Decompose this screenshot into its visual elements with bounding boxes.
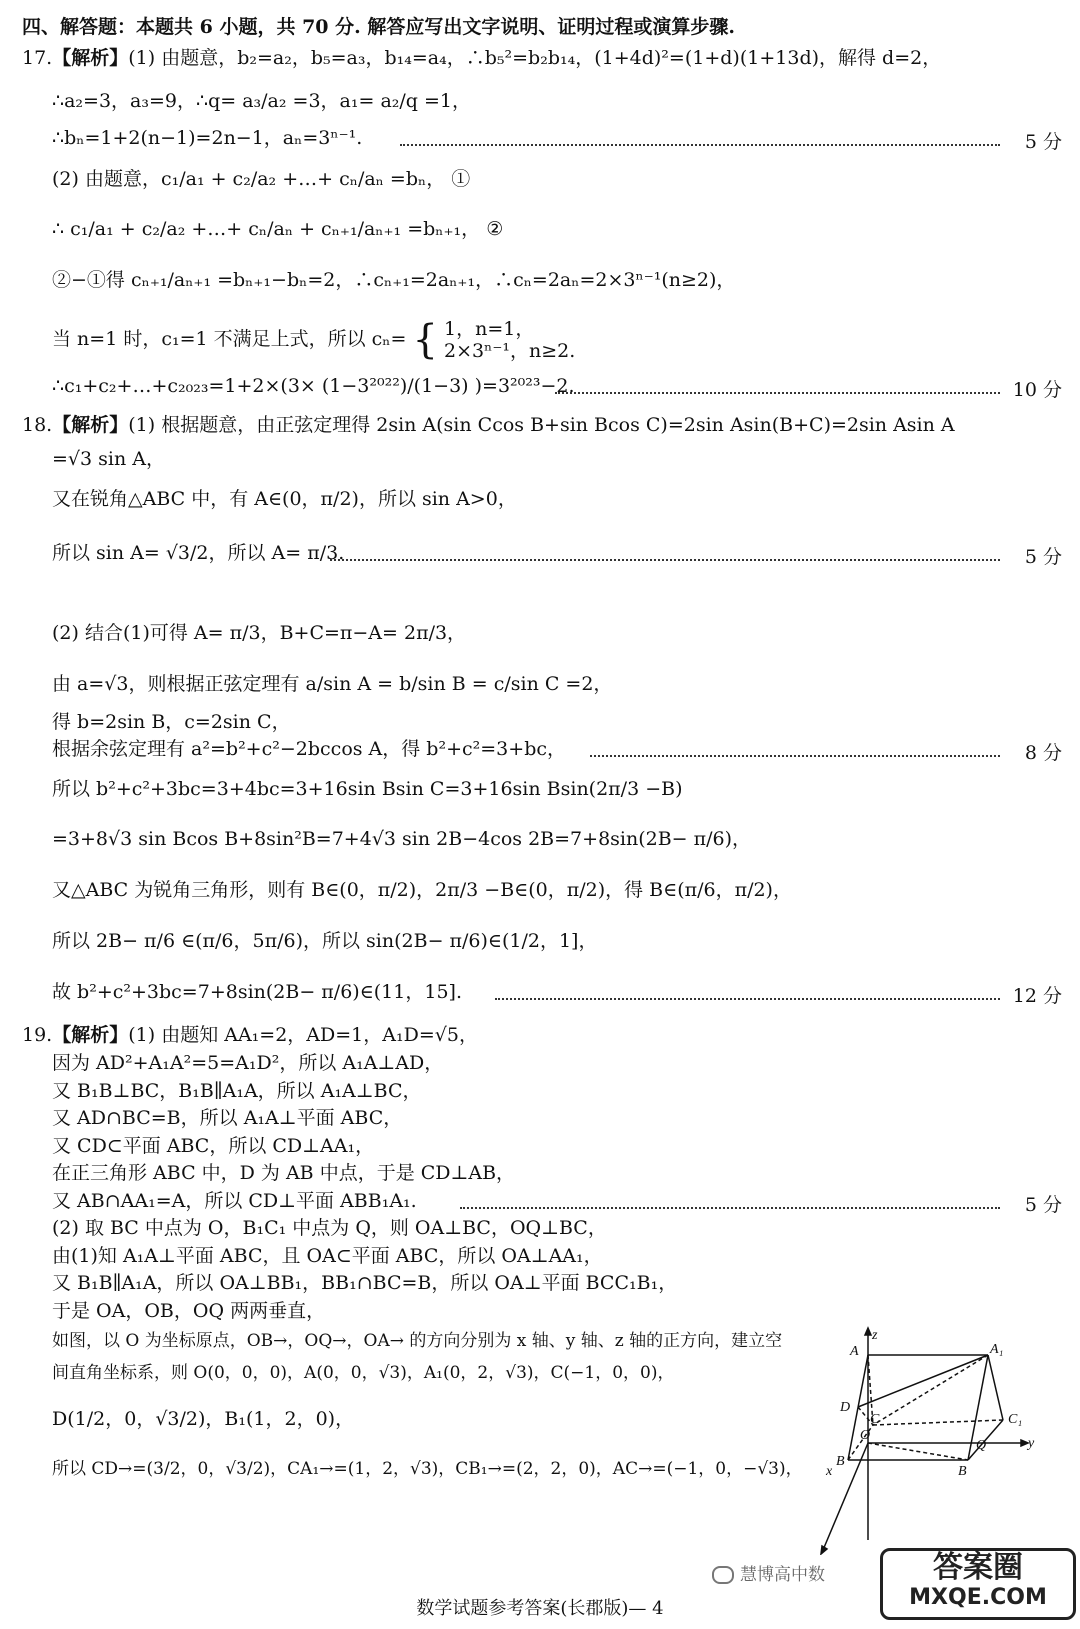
q18-line-2: =√3 sin A， bbox=[52, 448, 165, 470]
q19-line-2: 因为 AD²+A₁A²=5=A₁D²，所以 A₁A⊥AD， bbox=[52, 1052, 444, 1074]
q19-line-9: 由(1)知 A₁A⊥平面 ABC，且 OA⊂平面 ABC，所以 OA⊥AA₁， bbox=[52, 1245, 603, 1267]
q17-line-6: ②−①得 cₙ₊₁/aₙ₊₁ =bₙ₊₁−bₙ=2，∴cₙ₊₁=2aₙ₊₁，∴cₙ=2aₙ=2×3ⁿ⁻¹(n≥2)， bbox=[52, 269, 736, 291]
q18-line-3: 又在锐角△ABC 中，有 A∈(0，π/2)，所以 sin A>0， bbox=[52, 488, 517, 510]
cases-brace-icon: { bbox=[412, 317, 438, 363]
prism-figure bbox=[818, 1325, 1048, 1555]
q17-number: 17. bbox=[22, 47, 53, 69]
q19-tag: 【解析】 bbox=[52, 1024, 129, 1046]
q17-cases bbox=[444, 318, 575, 362]
watermark-logo-text: 答案圈 bbox=[933, 1550, 1023, 1585]
q19-line-5: 又 CD⊂平面 ABC，所以 CD⊥AA₁， bbox=[52, 1135, 375, 1157]
label-x: x bbox=[826, 1464, 833, 1479]
label-b-lower: B bbox=[958, 1464, 967, 1479]
watermark-account-text: 慧博高中数 bbox=[740, 1565, 825, 1585]
q19-number: 19. bbox=[22, 1024, 53, 1046]
q17-line-1 bbox=[22, 47, 941, 69]
q18-line-7: 得 b=2sin B，c=2sin C， bbox=[52, 711, 291, 733]
q19-dots-1 bbox=[460, 1207, 1000, 1209]
q18-dots-3 bbox=[495, 998, 1000, 1000]
q17-cases-lead: 当 n=1 时，c₁=1 不满足上式，所以 cₙ= bbox=[52, 328, 407, 350]
q18-score-2: 8 分 bbox=[1024, 742, 1062, 764]
q18-dots-1 bbox=[330, 559, 1000, 561]
q19-line-11: 于是 OA，OB，OQ 两两垂直， bbox=[52, 1300, 326, 1322]
q18-line-12: 所以 2B− π/6 ∈(π/6，5π/6)，所以 sin(2B− π/6)∈(1/2，1]， bbox=[52, 930, 598, 952]
x-axis-arrow-icon bbox=[821, 1546, 827, 1554]
q19-line-4: 又 AD∩BC=B，所以 A₁A⊥平面 ABC， bbox=[52, 1107, 403, 1129]
q19-line-15: 所以 CD→=(3/2，0，√3/2)，CA₁→=(1，2，√3)，CB₁→=(2，2，0)，AC→=(−1，0，−√3)， bbox=[52, 1459, 803, 1479]
watermark-account bbox=[712, 1560, 825, 1585]
q18-line-5: (2) 结合(1)可得 A= π/3，B+C=π−A= 2π/3， bbox=[52, 622, 467, 644]
label-z: z bbox=[872, 1328, 878, 1343]
segment-o-b1 bbox=[868, 1443, 968, 1460]
q18-number: 18. bbox=[22, 414, 53, 436]
label-c: C bbox=[870, 1412, 880, 1427]
q19-text: (1) 由题知 AA₁=2，AD=1，A₁D=√5， bbox=[128, 1024, 478, 1046]
q18-score-3: 12 分 bbox=[1012, 985, 1062, 1007]
q17-line-7 bbox=[52, 318, 575, 362]
q18-line-11: 又△ABC 为锐角三角形，则有 B∈(0，π/2)，2π/3 −B∈(0，π/2)，得 B∈(π/6，π/2)， bbox=[52, 879, 792, 901]
label-y: y bbox=[1028, 1436, 1035, 1451]
wechat-icon bbox=[712, 1566, 734, 1584]
q18-line-6: 由 a=√3，则根据正弦定理有 a/sin A = b/sin B = c/sin C =2， bbox=[52, 673, 613, 695]
q18-line-9: 所以 b²+c²+3bc=3+4bc=3+16sin Bsin C=3+16sin Bsin(2π/3 −B) bbox=[52, 778, 683, 800]
label-a1: A₁ bbox=[990, 1342, 1004, 1357]
q17-line-3: ∴bₙ=1+2(n−1)=2n−1，aₙ=3ⁿ⁻¹. bbox=[52, 127, 363, 149]
q19-line-12: 如图，以 O 为坐标原点，OB→，OQ→，OA→ 的方向分别为 x 轴、y 轴、z 轴的正方向，建立空 bbox=[52, 1331, 783, 1351]
label-o: O bbox=[860, 1428, 871, 1443]
q18-line-1 bbox=[22, 414, 955, 436]
x-axis bbox=[823, 1443, 868, 1550]
q17-dots-2 bbox=[555, 392, 1000, 394]
q17-score-1: 5 分 bbox=[1024, 131, 1062, 153]
q18-text: (1) 根据题意，由正弦定理得 2sin A(sin Ccos B+sin Bcos C)=2sin Asin(B+C)=2sin Asin A bbox=[128, 414, 955, 436]
q17-line-5: ∴ c₁/a₁ + c₂/a₂ +…+ cₙ/aₙ + cₙ₊₁/aₙ₊₁ =bₙ₊₁， ② bbox=[52, 218, 504, 240]
q17-dots-1 bbox=[400, 144, 1000, 146]
q17-text: (1) 由题意，b₂=a₂，b₅=a₃，b₁₄=a₄，∴b₅²=b₂b₁₄，(1+4d)²=(1+d)(1+13d)，解得 d=2， bbox=[128, 47, 942, 69]
label-a: A bbox=[850, 1344, 859, 1359]
y-axis-arrow-icon bbox=[1021, 1440, 1028, 1446]
q18-dots-2 bbox=[590, 755, 1000, 757]
q19-line-6: 在正三角形 ABC 中，D 为 AB 中点，于是 CD⊥AB， bbox=[52, 1162, 516, 1184]
q19-line-3: 又 B₁B⊥BC，B₁B∥A₁A，所以 A₁A⊥BC， bbox=[52, 1080, 422, 1102]
label-q: Q bbox=[976, 1438, 987, 1453]
label-c1: C₁ bbox=[1008, 1412, 1023, 1427]
q17-score-2: 10 分 bbox=[1012, 379, 1062, 401]
segment-a1-c bbox=[873, 1355, 988, 1425]
q19-line-1 bbox=[22, 1024, 478, 1046]
q19-line-7: 又 AB∩AA₁=A，所以 CD⊥平面 ABB₁A₁. bbox=[52, 1190, 417, 1212]
page-footer: 数学试题参考答案(长郡版)— 4 bbox=[416, 1598, 664, 1619]
q18-line-4: 所以 sin A= √3/2，所以 A= π/3. bbox=[52, 542, 345, 564]
q18-line-8: 根据余弦定理有 a²=b²+c²−2bccos A，得 b²+c²=3+bc， bbox=[52, 738, 566, 760]
q18-tag: 【解析】 bbox=[52, 414, 129, 436]
section-header: 四、解答题：本题共 6 小题，共 70 分. 解答应写出文字说明、证明过程或演算步骤. bbox=[22, 16, 735, 38]
edge-c-c1 bbox=[873, 1420, 1003, 1425]
segment-d-a1 bbox=[858, 1355, 988, 1407]
watermark-url: MXQE.COM bbox=[909, 1585, 1047, 1610]
q18-score-1: 5 分 bbox=[1024, 546, 1062, 568]
q18-line-13: 故 b²+c²+3bc=7+8sin(2B− π/6)∈(11，15]. bbox=[52, 981, 462, 1003]
q18-line-10: =3+8√3 sin Bcos B+8sin²B=7+4√3 sin 2B−4cos 2B=7+8sin(2B− π/6)， bbox=[52, 828, 752, 850]
q19-line-10: 又 B₁B∥A₁A，所以 OA⊥BB₁，BB₁∩BC=B，所以 OA⊥平面 BCC₁B₁， bbox=[52, 1272, 678, 1294]
q17-line-8: ∴c₁+c₂+…+c₂₀₂₃=1+2×(3× (1−3²⁰²²)/(1−3) )=3²⁰²³−2. bbox=[52, 375, 575, 397]
q19-line-14: D(1/2，0，√3/2)，B₁(1，2，0)， bbox=[52, 1408, 355, 1430]
q19-score-1: 5 分 bbox=[1024, 1194, 1062, 1216]
q17-case-1: 1，n=1， bbox=[444, 318, 535, 340]
q17-line-2: ∴a₂=3，a₃=9，∴q= a₃/a₂ =3，a₁= a₂/q =1， bbox=[52, 90, 472, 112]
z-axis-arrow-icon bbox=[865, 1328, 871, 1335]
q17-tag: 【解析】 bbox=[52, 47, 129, 69]
q17-line-4: (2) 由题意，c₁/a₁ + c₂/a₂ +…+ cₙ/aₙ =bₙ， ① bbox=[52, 168, 471, 190]
q19-line-13: 间直角坐标系，则 O(0，0，0)，A(0，0，√3)，A₁(0，2，√3)，C(−1，0，0)， bbox=[52, 1363, 675, 1383]
label-d: D bbox=[840, 1400, 851, 1415]
watermark-logo bbox=[880, 1548, 1076, 1620]
edge-a1-c1 bbox=[988, 1355, 1003, 1420]
label-b: B bbox=[836, 1454, 845, 1469]
q17-case-2: 2×3ⁿ⁻¹，n≥2. bbox=[444, 340, 576, 362]
q19-line-8: (2) 取 BC 中点为 O，B₁C₁ 中点为 Q，则 OA⊥BC，OQ⊥BC， bbox=[52, 1217, 607, 1239]
